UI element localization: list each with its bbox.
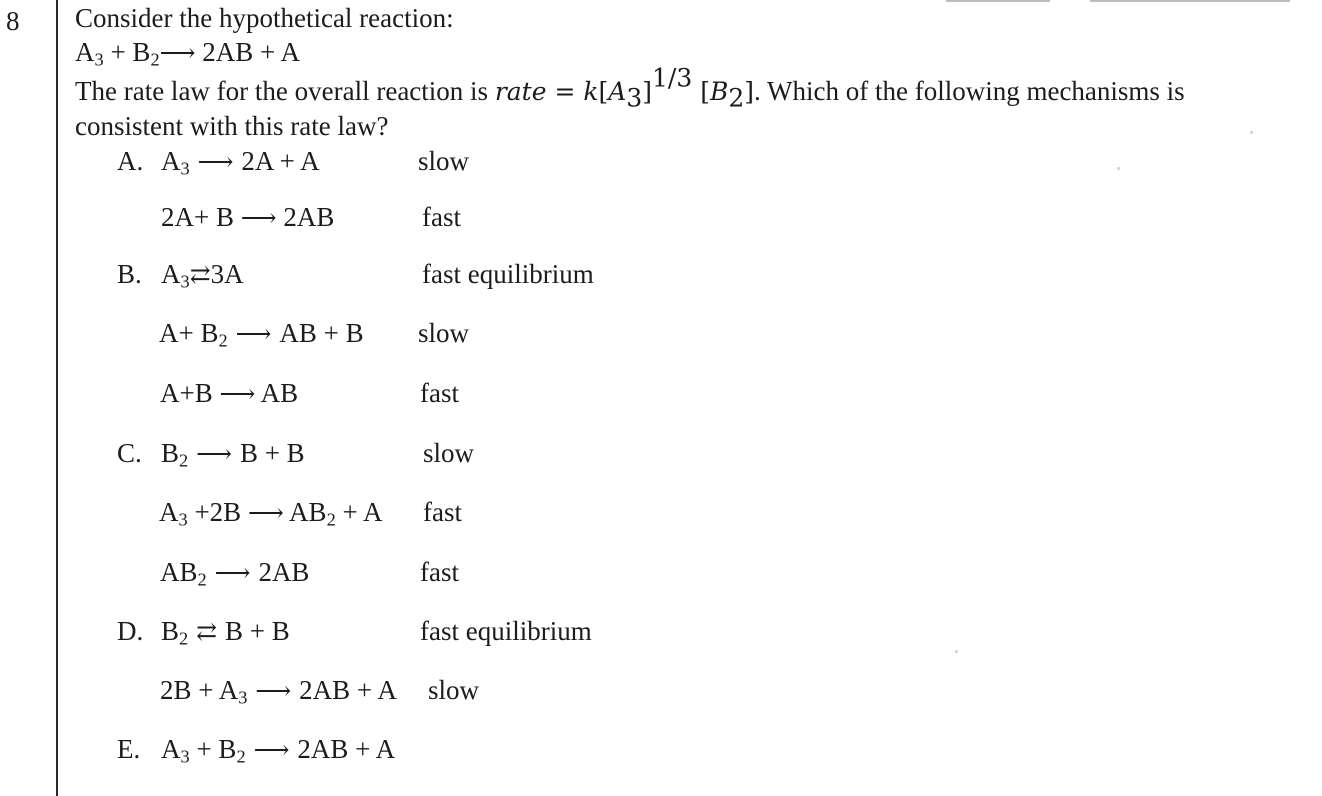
- option-c-step-3: $AB_2$ ⟶ 2AB: [160, 557, 310, 590]
- reaction-arrow: ⟶: [227, 319, 280, 348]
- reaction-arrow: ⟶: [240, 203, 277, 232]
- option-c-step-2-rate: fast: [423, 497, 462, 527]
- option-b-step-2: $A+ B_2$ ⟶ AB + B: [159, 318, 364, 351]
- scan-speck: [1250, 131, 1253, 134]
- option-b-step-2-rate: slow: [418, 318, 470, 348]
- scan-speck: [955, 650, 958, 653]
- rate-exponent: 1/3: [652, 63, 693, 93]
- reaction-arrow: ⟶: [189, 147, 242, 176]
- option-d-letter: D.: [117, 616, 144, 646]
- option-c-step-3-rate: fast: [420, 557, 459, 587]
- option-b-step-3-rate: fast: [420, 378, 459, 408]
- option-d-step-1-rate: fast equilibrium: [420, 616, 592, 646]
- reaction-arrow: ⟶: [247, 676, 300, 705]
- option-c-step-1-rate: slow: [423, 438, 475, 468]
- reaction-arrow: ⟶: [245, 735, 298, 764]
- option-d-step-1: D. $B_2$ ⇄ B + B: [117, 616, 290, 649]
- option-b-letter: B.: [117, 259, 142, 289]
- option-a-step-1: A. $A_3$ ⟶ 2A + A: [117, 146, 320, 179]
- rate-law-line: The rate law for the overall reaction is rate = $k[A_3]^{1/3}$ $[B_2]$. Which of the following mechanisms is: [75, 63, 1185, 113]
- option-e-letter: E.: [117, 734, 141, 764]
- option-b-step-3: A+B ⟶ AB: [160, 378, 299, 408]
- option-b-step-1-rate: fast equilibrium: [422, 259, 594, 289]
- option-c-step-2: $A_3 +2B$ ⟶ $AB_2 + A$: [159, 497, 383, 530]
- option-c-step-1: C. $B_2$ ⟶ B + B: [117, 438, 305, 471]
- option-d-step-2-rate: slow: [428, 675, 480, 705]
- question-tail: consistent with this rate law?: [75, 111, 389, 141]
- scan-artifact: [946, 0, 1050, 2]
- question-number: 8: [6, 6, 20, 36]
- scan-speck: [1117, 167, 1120, 170]
- option-b-step-1: B. $A_3⇄3A$: [117, 259, 244, 292]
- margin-rule: [56, 0, 58, 796]
- rate-variable: rate: [494, 77, 547, 106]
- reaction-arrow: ⟶: [219, 379, 256, 408]
- overall-reaction: $A_3$ + $B_2⟶$ 2AB + A: [75, 37, 300, 70]
- reaction-arrow: ⟶: [206, 558, 259, 587]
- equilibrium-arrow: ⇄: [188, 617, 226, 646]
- reaction-arrow: ⟶: [247, 498, 284, 527]
- reaction-arrow: ⟶: [188, 439, 240, 468]
- option-a-letter: A.: [117, 146, 144, 176]
- option-e-step-1: E. $A_3 + B_2$ ⟶ 2AB + A: [117, 734, 396, 767]
- rate-constant: k: [583, 77, 599, 106]
- option-a-step-2: 2A+ B ⟶ 2AB: [161, 202, 335, 232]
- option-d-step-2: $2B + A_3$ ⟶ 2AB + A: [160, 675, 397, 708]
- scan-artifact: [1090, 0, 1290, 2]
- option-a-step-1-rate: slow: [418, 146, 470, 176]
- option-a-step-2-rate: fast: [422, 202, 461, 232]
- question-intro: Consider the hypothetical reaction:: [75, 3, 454, 33]
- equilibrium-arrow: ⇄: [189, 260, 211, 289]
- reaction-arrow: ⟶: [159, 38, 196, 67]
- option-c-letter: C.: [117, 438, 142, 468]
